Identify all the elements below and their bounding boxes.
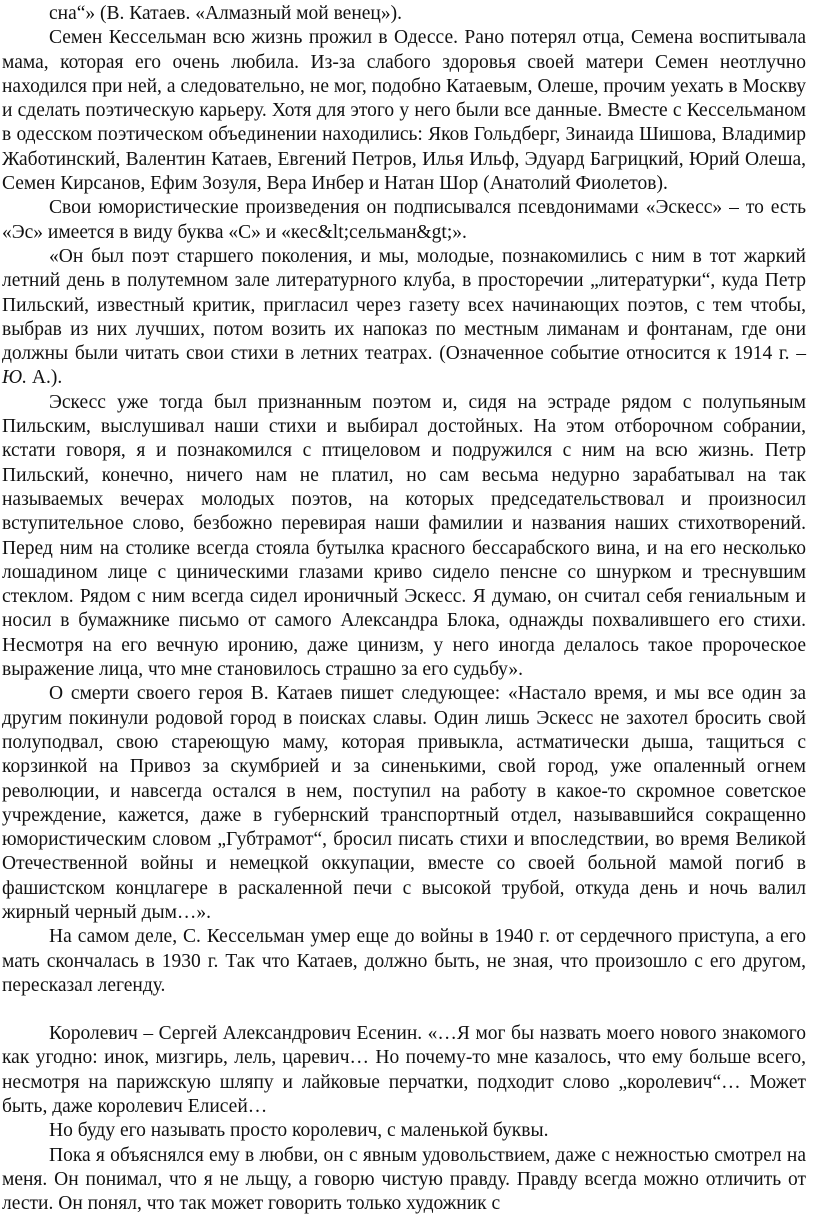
paragraph-10: Пока я объяснялся ему в любви, он с явным удовольствием, даже с нежностью смотрел на меня. Он понимал, что я не льщу, а говорю чистую правду. Правду всегда можно отличить от лести. Он понял, что так может говорить только художник с	[2, 1144, 806, 1215]
paragraph-1: сна“» (В. Катаев. «Алмазный мой венец»).	[49, 3, 402, 24]
paragraph-4-text-end: А.).	[27, 367, 63, 389]
paragraph-8: Королевич – Сергей Александрович Есенин. «…Я мог бы назвать моего нового знакомого как угодно: инок, мизгирь, лель, царевич… Но почему-то мне казалось, что ему больше всего, несмотря на парижскую шляпу и лайковые перчатки, подходит слово „королевич“… Может быть, даже королевич Елисей…	[2, 1023, 806, 1118]
paragraph-6: О смерти своего героя В. Катаев пишет следующее: «Настало время, и мы все один за другим покинули родовой город в поисках славы. Один лишь Эскесс не захотел бросить свой полуподвал, свою стареющую маму, которая привыкла, астматически дыша, тащиться с корзинкой на Привоз за скумбрией и за синенькими, свой город, уже опаленный огнем революции, и навсегда остался в нем, поступил на работу в какое-то скромное советское учреждение, кажется, даже в губернский транспортный отдел, называвшийся сокращенно юмористическим словом „Губтрамот“, бросил писать стихи и впоследствии, во время Великой Отечественной войны и немецкой оккупации, вместе со своей больной мамой погиб в фашистском концлагере в раскаленной печи с высокой трубой, откуда день и ночь валил жирный черный дым…».	[2, 683, 806, 923]
paragraph-3: Свои юмористические произведения он подписывался псевдонимами «Эскесс» – то есть «Эс» имеется в виду буква «С» и «кес&lt;сельман&gt;».	[2, 197, 806, 243]
paragraph-2: Семен Кессельман всю жизнь прожил в Одессе. Рано потерял отца, Семена воспитывала мама, которая его очень любила. Из-за слабого здоровья своей матери Семен неотлучно находился при ней, а следовательно, не мог, подобно Катаевым, Олеше, прочим уехать в Москву и сделать поэтическую карьеру. Хотя для этого у него были все данные. Вместе с Кессельманом в одесском поэтическом объединении находились: Яков Гольдберг, Зинаида Шишова, Владимир Жаботинский, Валентин Катаев, Евгений Петров, Илья Ильф, Эдуард Багрицкий, Юрий Олеша, Семен Кирсанов, Ефим Зозуля, Вера Инбер и Натан Шор (Анатолий Фиолетов).	[2, 27, 806, 195]
section-gap	[2, 998, 806, 1022]
paragraph-9: Но буду его называть просто королевич, с маленькой буквы.	[49, 1120, 549, 1142]
paragraph-4	[2, 245, 806, 391]
paragraph-7: На самом деле, С. Кессельман умер еще до войны в 1940 г. от сердечного приступа, а его мать скончалась в 1930 г. Так что Катаев, должно быть, не зная, что произошло с его другом, пересказал легенду.	[2, 926, 806, 996]
paragraph-4-italic-initial: Ю.	[2, 367, 28, 389]
paragraph-4-text: «Он был поэт старшего поколения, и мы, молодые, познакомились с ним в тот жаркий летний день в полутемном зале литературного клуба, в просторечии „литературки“, куда Петр Пильский, известный критик, пригласил через газету всех начинающих поэтов, с тем чтобы, выбрав из них лучших, потом возить их напоказ по местным лиманам и фонтанам, где они должны были читать свои стихи в летних театрах. (Означенное событие относится к 1914 г. –	[2, 245, 806, 365]
paragraph-5: Эскесс уже тогда был признанным поэтом и, сидя на эстраде рядом с полупьяным Пильским, выслушивал наши стихи и выбирал достойных. На этом отборочном собрании, кстати говоря, я и познакомился с птицеловом и подружился с ним на всю жизнь. Петр Пильский, конечно, ничего нам не платил, но сам весьма недурно зарабатывал на так называемых вечерах молодых поэтов, на которых председательствовал и произносил вступительное слово, безбожно перевирая наши фамилии и названия наших стихотворений. Перед ним на столике всегда стояла бутылка красного бессарабского вина, и на его несколько лошадином лице с циническими глазами криво сидело пенсне со шнурком и треснувшим стеклом. Рядом с ним всегда сидел ироничный Эскесс. Я думаю, он считал себя гениальным и носил в бумажнике письмо от самого Александра Блока, однажды похвалившего его стихи. Несмотря на его вечную иронию, даже цинизм, у него иногда делалось такое пророческое выражение лица, что мне становилось страшно за его судьбу».	[2, 391, 806, 681]
